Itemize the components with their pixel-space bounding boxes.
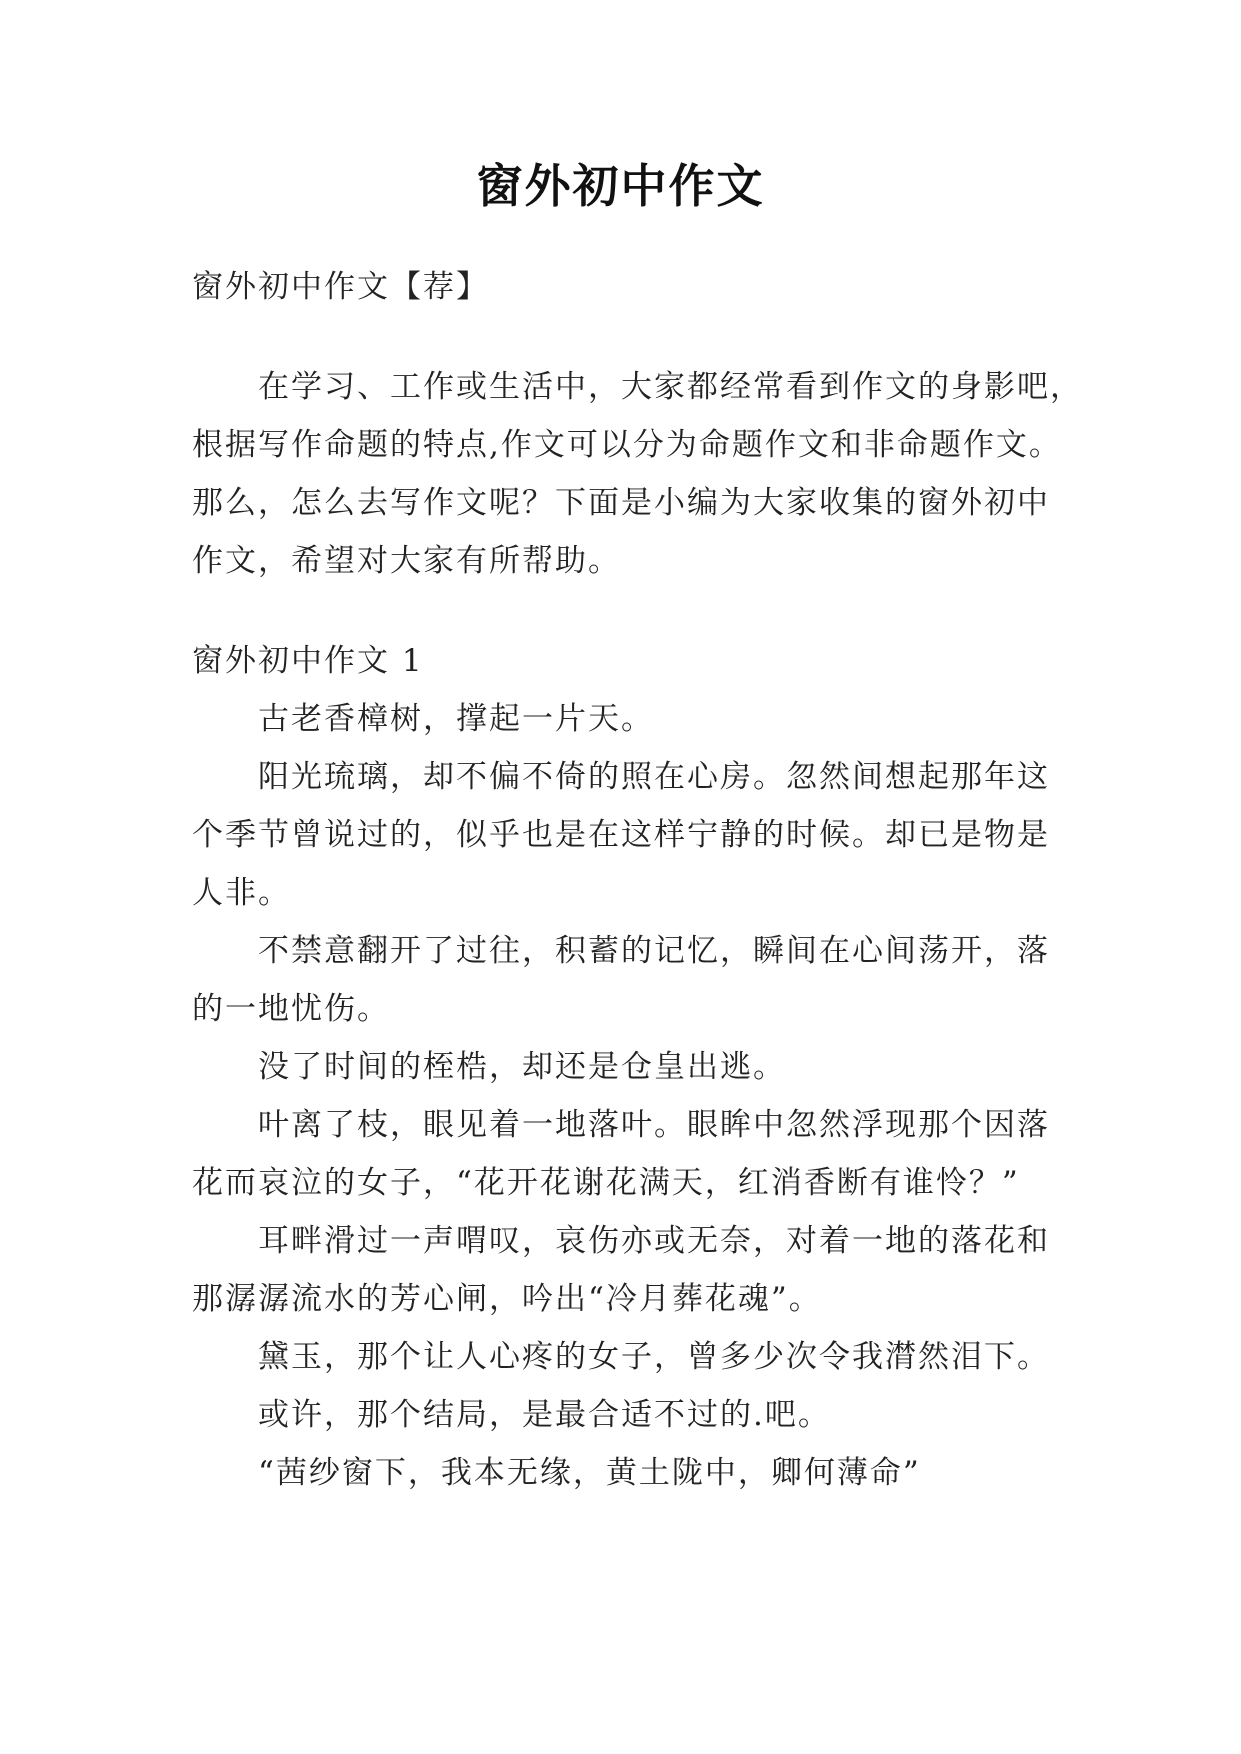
intro-line: 根据写作命题的特点,作文可以分为命题作文和非命题作文。	[192, 427, 1062, 463]
body-line: 叶离了枝，眼见着一地落叶。眼眸中忽然浮现那个因落	[258, 1107, 1050, 1143]
body-line: 花而哀泣的女子，“花开花谢花满天，红消香断有谁怜？”	[192, 1165, 1020, 1201]
body-line: 个季节曾说过的，似乎也是在这样宁静的时候。却已是物是	[192, 817, 1050, 853]
body-line: 或许，那个结局，是最合适不过的.吧。	[258, 1397, 831, 1433]
section-heading: 窗外初中作文 1	[192, 643, 424, 679]
body-line: 没了时间的桎梏，却还是仓皇出逃。	[258, 1049, 786, 1085]
body-line: 不禁意翻开了过往，积蓄的记忆，瞬间在心间荡开，落	[258, 933, 1050, 969]
intro-line: 在学习、工作或生活中，大家都经常看到作文的身影吧，	[258, 369, 1083, 405]
intro-line: 作文，希望对大家有所帮助。	[192, 543, 621, 579]
body-line: 耳畔滑过一声喟叹，哀伤亦或无奈，对着一地的落花和	[258, 1223, 1050, 1259]
body-line: 的一地忧伤。	[192, 991, 390, 1027]
document-title: 窗外初中作文	[476, 159, 765, 213]
intro-line: 那么，怎么去写作文呢？下面是小编为大家收集的窗外初中	[192, 485, 1050, 521]
body-line: 古老香樟树，撑起一片天。	[258, 701, 654, 737]
document-subtitle: 窗外初中作文【荐】	[192, 269, 489, 305]
body-line: 黛玉，那个让人心疼的女子，曾多少次令我潸然泪下。	[258, 1339, 1050, 1375]
body-line: “茜纱窗下，我本无缘，黄土陇中，卿何薄命”	[258, 1455, 921, 1491]
body-line: 那潺潺流水的芳心闸，吟出“冷月葬花魂”。	[192, 1281, 822, 1317]
body-line: 人非。	[192, 875, 291, 911]
body-line: 阳光琉璃，却不偏不倚的照在心房。忽然间想起那年这	[258, 759, 1050, 795]
